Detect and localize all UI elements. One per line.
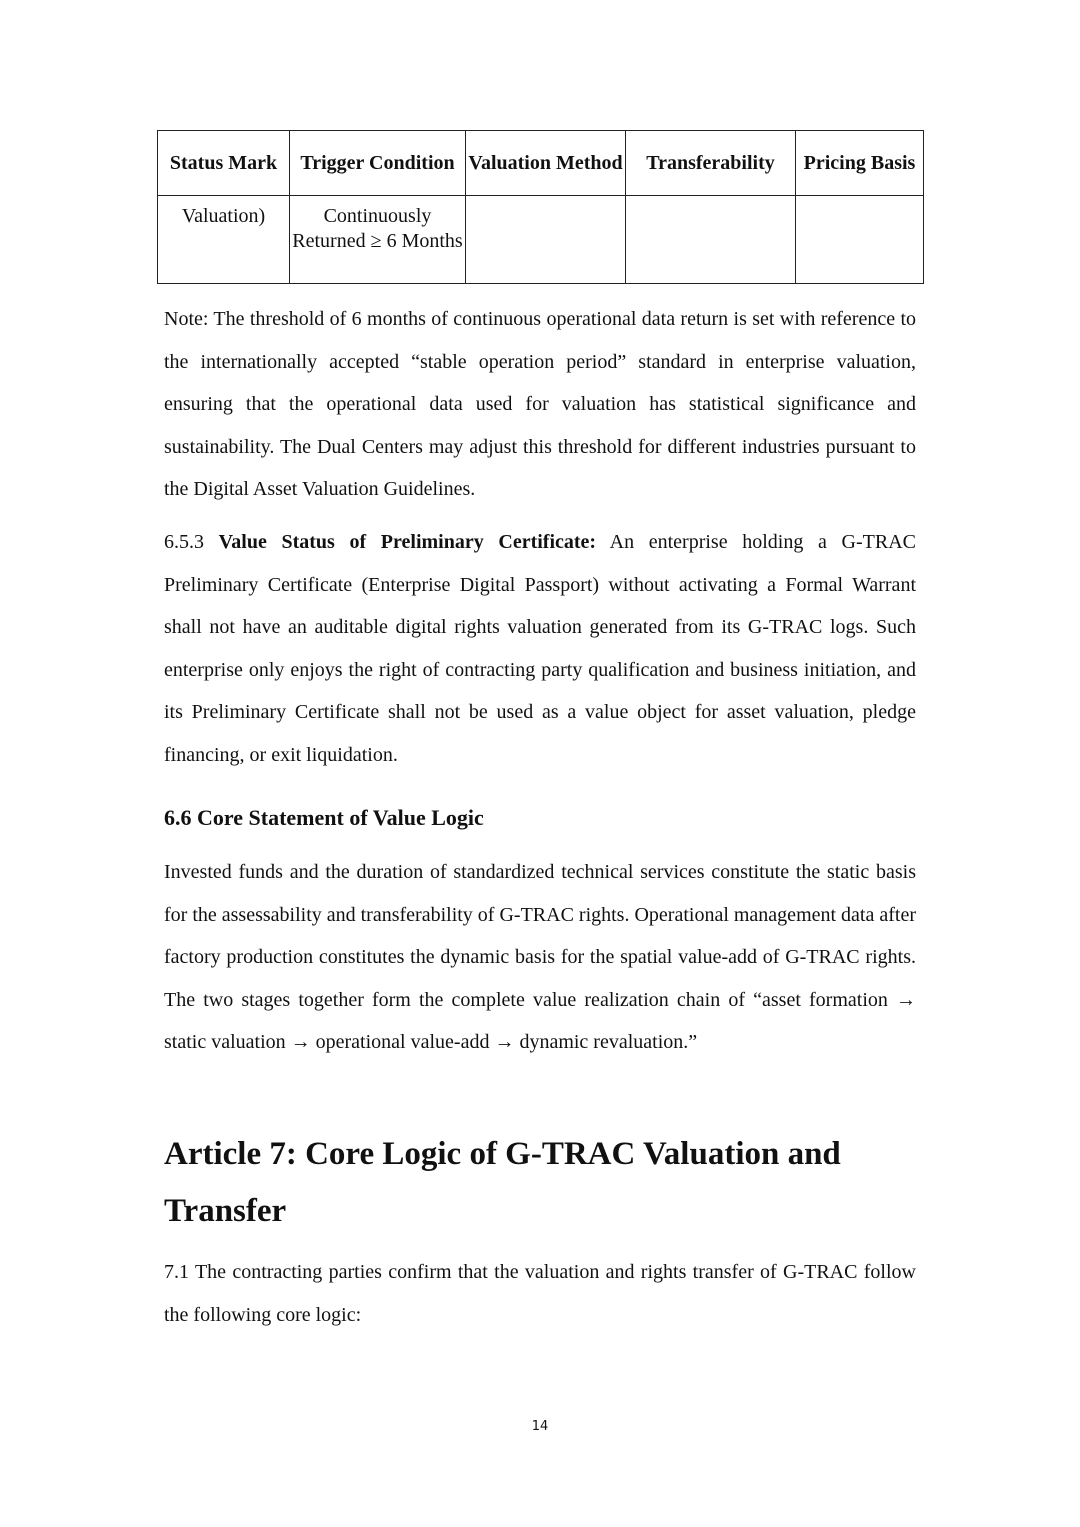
note-paragraph: Note: The threshold of 6 months of continuous operational data return is set with reference to the internationally accepted “stable operation period” standard in enterprise valuation, ensuring that the operational data used for valuation has statistical significance and sustainability. The Dual Centers may adjust this threshold for different industries pursuant to the Digital Asset Valuation Guidelines. (164, 308, 916, 500)
header-pricing-basis: Pricing Basis (796, 131, 924, 196)
clause-6-5-3-paragraph (164, 521, 916, 776)
status-table (157, 130, 924, 284)
table-row (158, 196, 924, 284)
table-cell (626, 196, 796, 284)
section-heading: 6.6 Core Statement of Value Logic (164, 805, 484, 830)
clause-7-1-paragraph: 7.1 The contracting parties confirm that the valuation and rights transfer of G-TRAC follow the following core logic: (164, 1261, 916, 1326)
status-table-container (157, 130, 923, 284)
clause-title: Value Status of Preliminary Certificate: (218, 531, 597, 553)
page-number: 14 (531, 1419, 549, 1434)
header-status-mark: Status Mark (158, 131, 290, 196)
table-header-row (158, 131, 924, 196)
header-trigger-condition: Trigger Condition (290, 131, 466, 196)
table-cell: Valuation) (158, 196, 290, 284)
article-heading: Article 7: Core Logic of G-TRAC Valuation and Transfer (164, 1136, 841, 1229)
clause-number: 6.5.3 (164, 531, 219, 553)
section-paragraph: Invested funds and the duration of standardized technical services constitute the static basis for the assessability and transferability of G-TRAC rights. Operational management data after factory production constitutes the dynamic basis for the spatial value-add of G-TRAC rights. The two stages together form the complete value realization chain of “asset formation → static valuation → operational value-add → dynamic revaluation.” (164, 861, 916, 1053)
clause-text: An enterprise holding a G-TRAC Preliminary Certificate (Enterprise Digital Passport) without activating a Formal Warrant shall not have an auditable digital rights valuation generated from its G-TRAC logs. Such enterprise only enjoys the right of contracting party qualification and business initiation, and its Preliminary Certificate shall not be used as a value object for asset valuation, pledge financing, or exit liquidation. (164, 531, 916, 766)
table-cell (466, 196, 626, 284)
header-valuation-method: Valuation Method (466, 131, 626, 196)
header-transferability: Transferability (626, 131, 796, 196)
table-cell (796, 196, 924, 284)
table-cell: Continuously Returned ≥ 6 Months (290, 196, 466, 284)
